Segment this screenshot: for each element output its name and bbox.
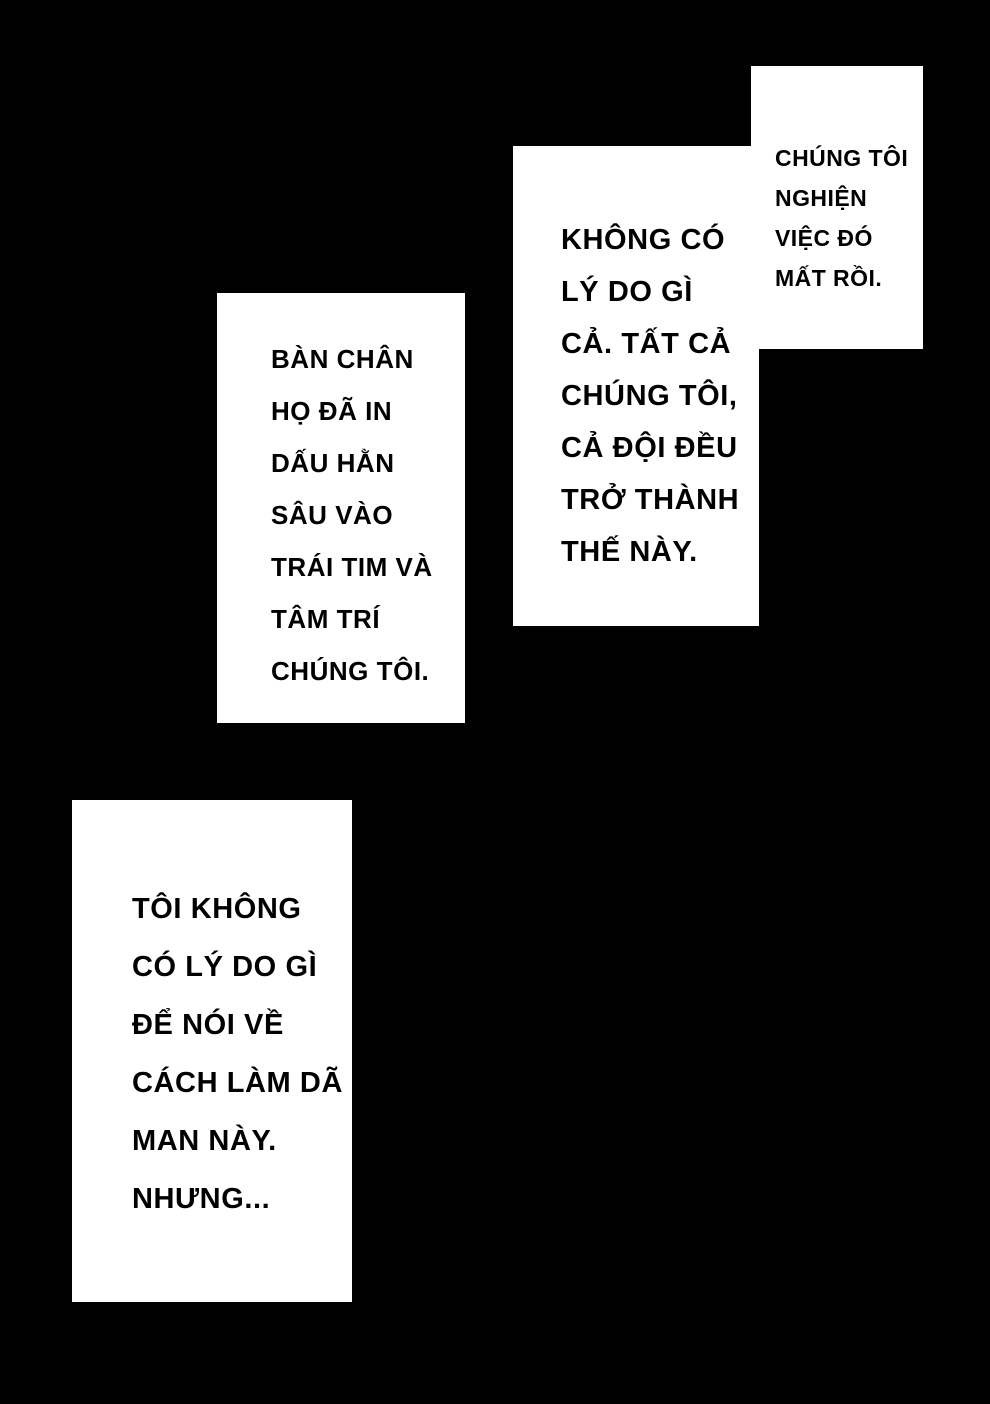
speech-panel-text: TÔI KHÔNG CÓ LÝ DO GÌ ĐỂ NÓI VỀ CÁCH LÀM DÃ MAN NÀY. NHƯNG... xyxy=(132,893,343,1215)
speech-panel-text: CHÚNG TÔI NGHIỆN VIỆC ĐÓ MẤT RỒI. xyxy=(775,145,909,291)
speech-panel-text: BÀN CHÂN HỌ ĐÃ IN DẤU HẰN SÂU VÀO TRÁI TIM VÀ TÂM TRÍ CHÚNG TÔI. xyxy=(271,344,433,686)
speech-panel-text: KHÔNG CÓ LÝ DO GÌ CẢ. TẤT CẢ CHÚNG TÔI, CẢ ĐỘI ĐỀU TRỞ THÀNH THẾ NÀY. xyxy=(561,224,740,568)
speech-panel-toi-khong-co xyxy=(72,800,352,1302)
speech-panel-ban-chan xyxy=(217,293,465,723)
speech-panel-khong-co-ly-do xyxy=(513,146,759,626)
speech-panel-chung-toi-nghien xyxy=(751,66,923,349)
